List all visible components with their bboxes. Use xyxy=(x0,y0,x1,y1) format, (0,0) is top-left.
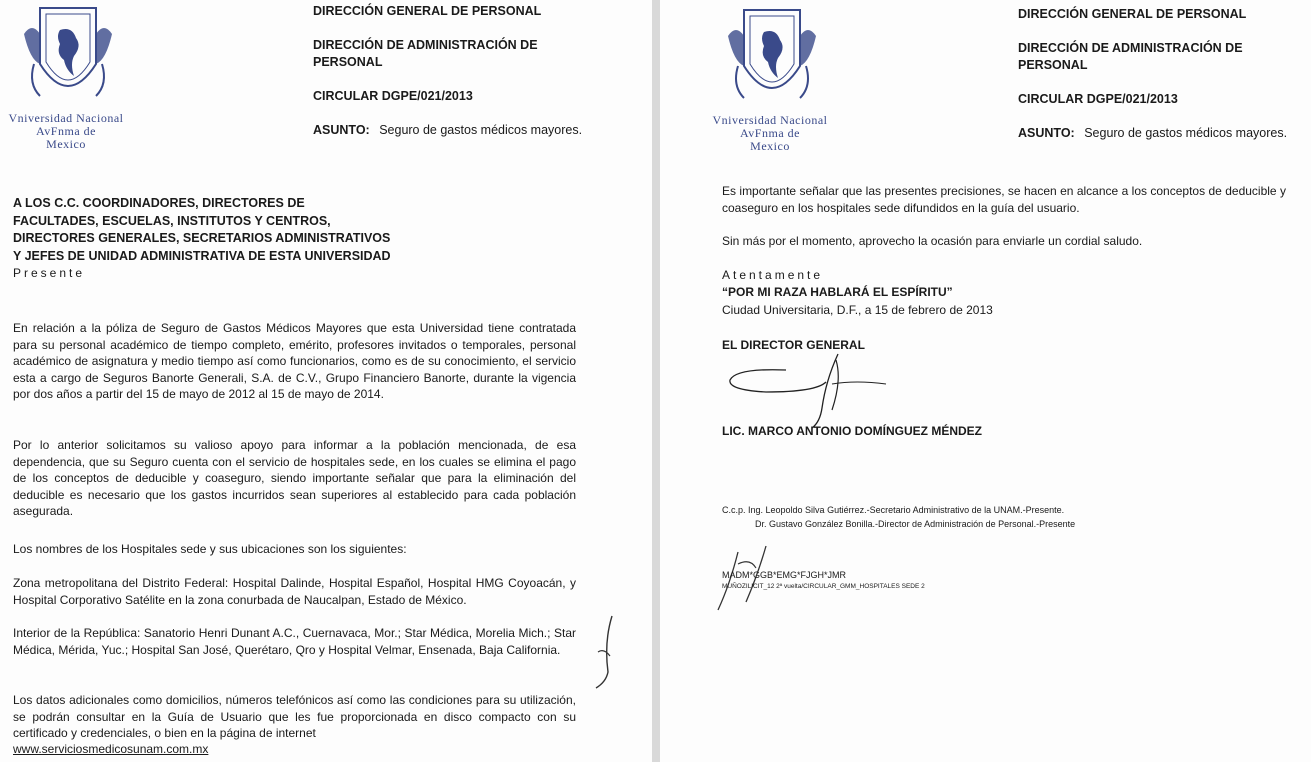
subject-label: ASUNTO: xyxy=(313,123,370,137)
website-link-text[interactable]: www.serviciosmedicosunam.com.mx xyxy=(13,742,209,756)
org-subname: DIRECCIÓN DE ADMINISTRACIÓN DE PERSONAL xyxy=(313,38,538,69)
seal-line-3: Mexico xyxy=(750,139,790,153)
paragraph-list-intro: Los nombres de los Hospitales sede y sus ubicaciones son los siguientes: xyxy=(13,542,407,556)
paragraph-hospitals-sede: Por lo anterior solicitamos su valioso apoyo para informar a la población mencionada, de esa dependencia, que su Seguro cuenta con el servicio de hospitales sede, en los cuales se elimina el pago de los conceptos de deducible y coaseguro, siendo importante señalar que para la eliminación del deducible es necesario que los gastos incurridos sean superiores al establecido para cada población asegurada. xyxy=(13,438,576,518)
closing-place-date: Ciudad Universitaria, D.F., a 15 de febrero de 2013 xyxy=(722,303,993,317)
paragraph-policy: En relación a la póliza de Seguro de Gastos Médicos Mayores que esta Universidad tiene contratada para su personal académico de tiempo completo, emérito, profesores invitados o temporales, personal académico de asignatura y medio tiempo así como funcionarios, como es de su conocimiento, el servicio esta a cargo de Seguros Banorte Generali, S.A. de C.V., Grupo Financiero Banorte, durante la vigencia por dos años a partir del 15 de mayo de 2012 al 15 de mayo de 2014. xyxy=(13,321,576,401)
closing-motto: “POR MI RAZA HABLARÁ EL ESPÍRITU” xyxy=(722,285,953,299)
paragraph-additional-data: Los datos adicionales como domicilios, números telefónicos así como las condiciones para su utilización, se podrán consultar en la Guía de Usuario que les fue proporcionada en disco compacto con su certificado y credenciales, o bien en la página de internet xyxy=(13,693,576,740)
signature-image xyxy=(726,350,896,430)
signer-role: EL DIRECTOR GENERAL xyxy=(722,338,865,352)
unam-seal-label xyxy=(702,114,838,153)
unam-seal-icon xyxy=(20,4,116,110)
seal-line-1: Vniversidad Nacional xyxy=(712,113,828,127)
addressee-line: A LOS C.C. COORDINADORES, DIRECTORES DE xyxy=(13,196,305,210)
paragraph-farewell: Sin más por el momento, aprovecho la ocasión para enviarle un cordial saludo. xyxy=(722,234,1143,248)
subject-line xyxy=(313,122,633,139)
unam-seal-icon xyxy=(724,6,820,112)
org-subname: DIRECCIÓN DE ADMINISTRACIÓN DE PERSONAL xyxy=(1018,41,1243,72)
seal-line-2: AvFnma de xyxy=(36,124,96,138)
website-link[interactable] xyxy=(13,741,208,758)
seal-line-3: Mexico xyxy=(46,137,86,151)
header-block xyxy=(313,3,633,139)
initials-line: MADM*GGB*EMG*FJGH*JMR xyxy=(722,570,847,580)
signer-name: LIC. MARCO ANTONIO DOMÍNGUEZ MÉNDEZ xyxy=(722,424,982,438)
addressee-line: FACULTADES, ESCUELAS, INSTITUTOS Y CENTROS, xyxy=(13,213,331,228)
file-reference: MUÑOZILICIT_12 2ª vuelta/CIRCULAR_GMM_HOSPITALES SEDE 2 xyxy=(722,583,925,590)
org-name: DIRECCIÓN GENERAL DE PERSONAL xyxy=(313,4,542,18)
subject-text: Seguro de gastos médicos mayores. xyxy=(379,123,583,137)
org-name: DIRECCIÓN GENERAL DE PERSONAL xyxy=(1018,7,1247,21)
circular-number: CIRCULAR DGPE/021/2013 xyxy=(1018,92,1178,106)
seal-line-1: Vniversidad Nacional xyxy=(8,111,124,125)
paragraph-zona-metropolitana: Zona metropolitana del Distrito Federal: Hospital Dalinde, Hospital Español, Hospital HMG Coyoacán, y Hospital Corporativo Satélite en la zona conurbada de Naucalpan, Estado de México. xyxy=(13,576,576,607)
document-page-1 xyxy=(0,0,652,762)
addressee-line: Y JEFES DE UNIDAD ADMINISTRATIVA DE ESTA UNIVERSIDAD xyxy=(13,248,391,263)
subject-label: ASUNTO: xyxy=(1018,126,1075,140)
addressee-block xyxy=(13,195,433,265)
closing-atentamente: Atentamente xyxy=(722,268,824,282)
circular-number: CIRCULAR DGPE/021/2013 xyxy=(313,89,473,103)
ccp-line-2: Dr. Gustavo González Bonilla.-Director de Administración de Personal.-Presente xyxy=(755,519,1076,529)
subject-line xyxy=(1018,125,1308,142)
margin-handwritten-mark xyxy=(590,612,620,692)
unam-seal-label xyxy=(0,112,134,151)
seal-line-2: AvFnma de xyxy=(740,126,800,140)
paragraph-interior: Interior de la República: Sanatorio Henri Dunant A.C., Cuernavaca, Mor.; Star Médica, Morelia Mich.; Star Médica, Mérida, Yuc.; Hospital San José, Querétaro, Qro y Hospital Velmar, Ensenada, Baja California. xyxy=(13,626,576,657)
addressee-line: DIRECTORES GENERALES, SECRETARIOS ADMINISTRATIVOS xyxy=(13,231,391,245)
header-block xyxy=(1018,6,1308,142)
document-page-2 xyxy=(660,0,1311,762)
presente-label: Presente xyxy=(13,266,86,280)
paragraph-precisions: Es importante señalar que las presentes precisiones, se hacen en alcance a los conceptos de deducible y coaseguro en los hospitales sede difundidos en la guía del usuario. xyxy=(722,184,1286,215)
ccp-line-1: C.c.p. Ing. Leopoldo Silva Gutiérrez.-Secretario Administrativo de la UNAM.-Presente. xyxy=(722,505,1065,515)
subject-text: Seguro de gastos médicos mayores. xyxy=(1084,126,1288,140)
